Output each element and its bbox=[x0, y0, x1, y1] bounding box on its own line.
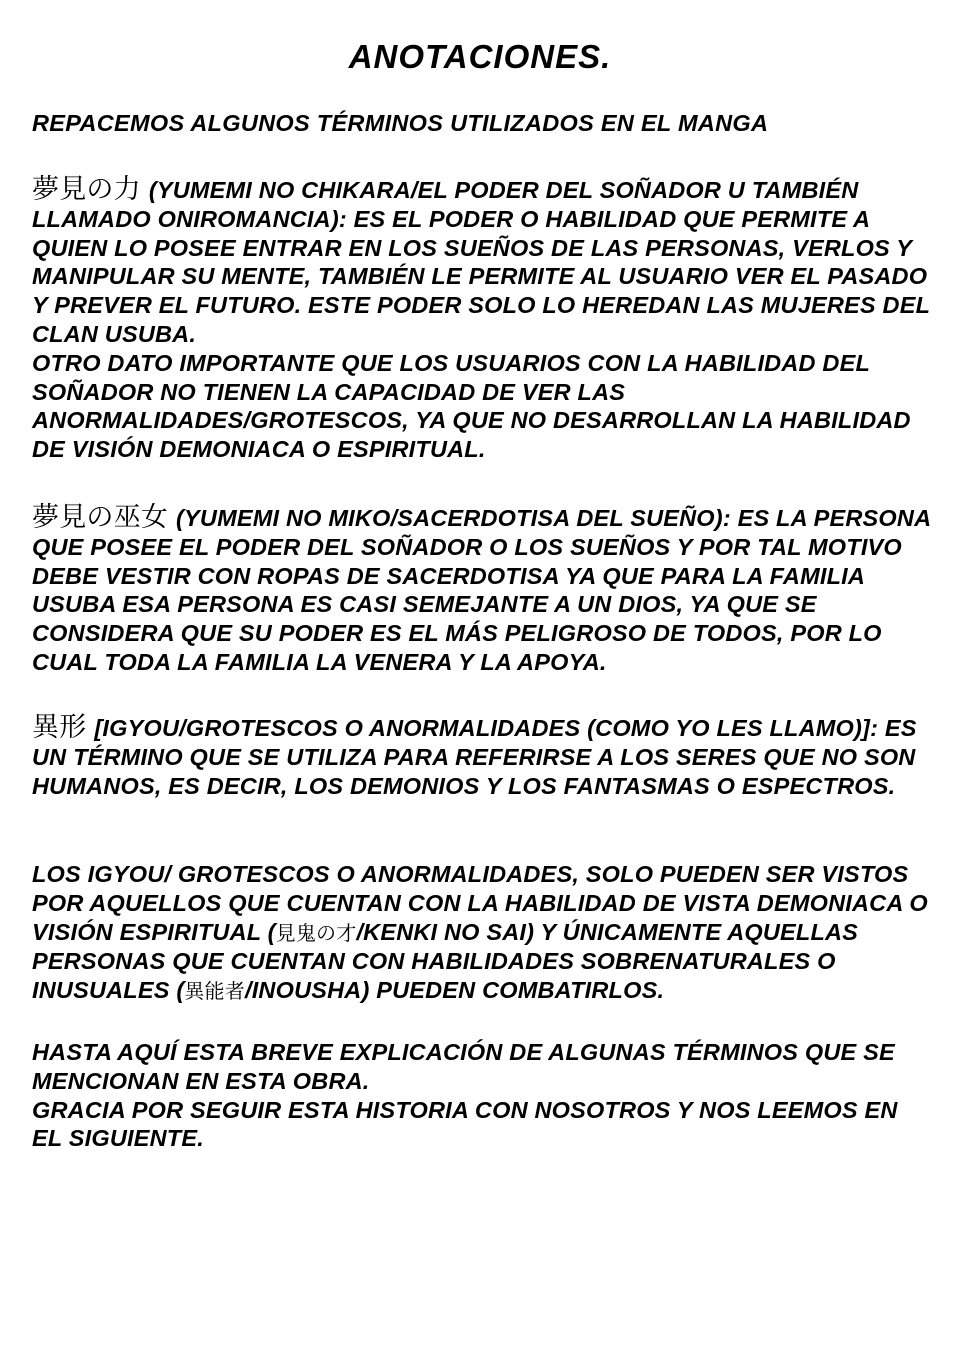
entry-note: OTRO DATO IMPORTANTE QUE LOS USUARIOS CON LA HABILIDAD DEL SOÑADOR NO TIENEN LA CAPACIDAD DE VER LAS ANORMALIDADES/GROTESCOS, YA QUE NO DESARROLLAN LA HABILIDAD DE VISIÓN DEMONIACA O ESPIRITUAL. bbox=[32, 349, 911, 463]
entry-yumemi-no-chikara bbox=[32, 176, 932, 464]
entry-paragraph bbox=[32, 860, 932, 1006]
entry-paragraph bbox=[32, 176, 932, 349]
japanese-term-kenki: 見鬼の才 bbox=[275, 920, 357, 945]
japanese-term: 夢見の力 bbox=[32, 174, 141, 205]
entry-definition: [IGYOU/GROTESCOS O ANORMALIDADES (COMO YO LES LLAMO)]: ES UN TÉRMINO QUE SE UTILIZA PARA REFERIRSE A LOS SERES QUE NO SON HUMANOS, ES DECIR, LOS DEMONIOS Y LOS FANTASMAS O ESPECTROS. bbox=[32, 715, 917, 799]
closing-line-1: HASTA AQUÍ ESTA BREVE EXPLICACIÓN DE ALGUNAS TÉRMINOS QUE SE MENCIONAN EN ESTA OBRA. bbox=[32, 1039, 895, 1094]
closing-line-2: GRACIA POR SEGUIR ESTA HISTORIA CON NOSOTROS Y NOS LEEMOS EN EL SIGUIENTE. bbox=[32, 1096, 898, 1152]
japanese-term-inousha: 異能者 bbox=[184, 979, 245, 1004]
entry-paragraph bbox=[32, 504, 932, 677]
paragraph-text: LOS IGYOU/ GROTESCOS O ANORMALIDADES, SOLO PUEDEN SER VISTOS POR AQUELLOS QUE CUENTAN CON LA HABILIDAD DE VISTA DEMONIACA O VISIÓN ESPIRITUAL ( bbox=[32, 861, 928, 945]
japanese-term: 夢見の巫女 bbox=[32, 502, 168, 533]
page-title: ANOTACIONES. bbox=[348, 38, 612, 75]
japanese-term: 異形 bbox=[32, 712, 87, 743]
entry-igyou-visibility bbox=[32, 860, 932, 1006]
entry-yumemi-no-miko bbox=[32, 504, 932, 677]
entry-igyou bbox=[32, 714, 932, 800]
paragraph-text: /INOUSHA) PUEDEN COMBATIRLOS. bbox=[244, 977, 665, 1004]
entry-definition: (YUMEMI NO MIKO/SACERDOTISA DEL SUEÑO): ES LA PERSONA QUE POSEE EL PODER DEL SOÑADOR O LOS SUEÑOS Y POR TAL MOTIVO DEBE VESTIR CON ROPAS DE SACERDOTISA YA QUE PARA LA FAMILIA USUBA ESA PERSONA ES CASI SEMEJANTE A UN DIOS, YA QUE SE CONSIDERA QUE SU PODER ES EL MÁS PELIGROSO DE TODOS, POR LO CUAL TODA LA FAMILIA LA VENERA Y LA APOYA. bbox=[32, 505, 931, 675]
closing-block bbox=[32, 1038, 932, 1153]
paragraph-text: /KENKI NO SAI) Y ÚNICAMENTE AQUELLAS PERSONAS QUE CUENTAN CON HABILIDADES SOBRENATURALES O INUSUALES ( bbox=[32, 918, 859, 1004]
page-subtitle: REPACEMOS ALGUNOS TÉRMINOS UTILIZADOS EN EL MANGA bbox=[32, 110, 769, 136]
entry-definition: (YUMEMI NO CHIKARA/EL PODER DEL SOÑADOR U TAMBIÉN LLAMADO ONIROMANCIA): ES EL PODER O HABILIDAD QUE PERMITE A QUIEN LO POSEE ENTRAR EN LOS SUEÑOS DE LAS PERSONAS, VERLOS Y MANIPULAR SU MENTE, TAMBIÉN LE PERMITE AL USUARIO VER EL PASADO Y PREVER EL FUTURO. ESTE PODER SOLO LO HEREDAN LAS MUJERES DEL CLAN USUBA. bbox=[32, 177, 930, 347]
entry-paragraph bbox=[32, 714, 932, 800]
